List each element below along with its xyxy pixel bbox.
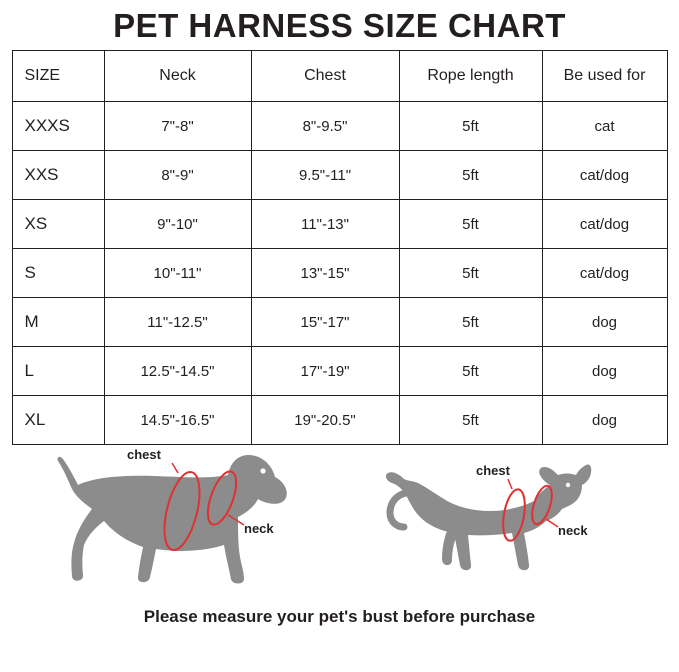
cell-rope-length: 5ft [399,298,542,347]
cell-neck: 9"-10" [104,200,251,249]
cell-neck: 12.5"-14.5" [104,347,251,396]
cell-be-used-for: cat/dog [542,151,667,200]
column-header-size: SIZE [12,51,104,102]
size-chart-table [12,50,668,445]
cell-chest: 15"-17" [251,298,399,347]
table-row [12,200,667,249]
cell-be-used-for: dog [542,298,667,347]
cell-chest: 8"-9.5" [251,102,399,151]
page-title: PET HARNESS SIZE CHART [113,7,566,44]
cell-chest: 9.5"-11" [251,151,399,200]
table-row [12,151,667,200]
cell-neck: 10"-11" [104,249,251,298]
cell-size: M [12,298,104,347]
dog-silhouette-icon [32,445,322,595]
table-row [12,298,667,347]
column-header-neck: Neck [104,51,251,102]
cell-rope-length: 5ft [399,347,542,396]
dog-figure [32,445,322,600]
cell-be-used-for: dog [542,396,667,445]
cell-be-used-for: cat/dog [542,200,667,249]
cell-be-used-for: cat/dog [542,249,667,298]
table-row [12,396,667,445]
table-header-row [12,51,667,102]
column-header-be-used-for: Be used for [542,51,667,102]
cell-chest: 11"-13" [251,200,399,249]
table-row [12,347,667,396]
cat-neck-label: neck [558,523,588,539]
cell-size: S [12,249,104,298]
cell-neck: 8"-9" [104,151,251,200]
cell-rope-length: 5ft [399,396,542,445]
column-header-chest: Chest [251,51,399,102]
cell-chest: 13"-15" [251,249,399,298]
cat-chest-label: chest [476,463,510,479]
table-row [12,249,667,298]
cell-be-used-for: cat [542,102,667,151]
cat-figure [382,445,632,600]
cell-size: XXS [12,151,104,200]
dog-neck-label: neck [244,521,274,537]
cell-rope-length: 5ft [399,151,542,200]
cell-rope-length: 5ft [399,102,542,151]
cell-size: XL [12,396,104,445]
cell-neck: 11"-12.5" [104,298,251,347]
column-header-rope-length: Rope length [399,51,542,102]
dog-chest-label: chest [127,447,161,463]
cell-neck: 14.5"-16.5" [104,396,251,445]
cell-chest: 19"-20.5" [251,396,399,445]
cell-rope-length: 5ft [399,200,542,249]
cell-be-used-for: dog [542,347,667,396]
cell-chest: 17"-19" [251,347,399,396]
cell-neck: 7"-8" [104,102,251,151]
table-row [12,102,667,151]
cell-size: L [12,347,104,396]
cell-rope-length: 5ft [399,249,542,298]
footer-note: Please measure your pet's bust before purchase [143,607,536,627]
cell-size: XS [12,200,104,249]
cell-size: XXXS [12,102,104,151]
illustrations [12,445,667,605]
